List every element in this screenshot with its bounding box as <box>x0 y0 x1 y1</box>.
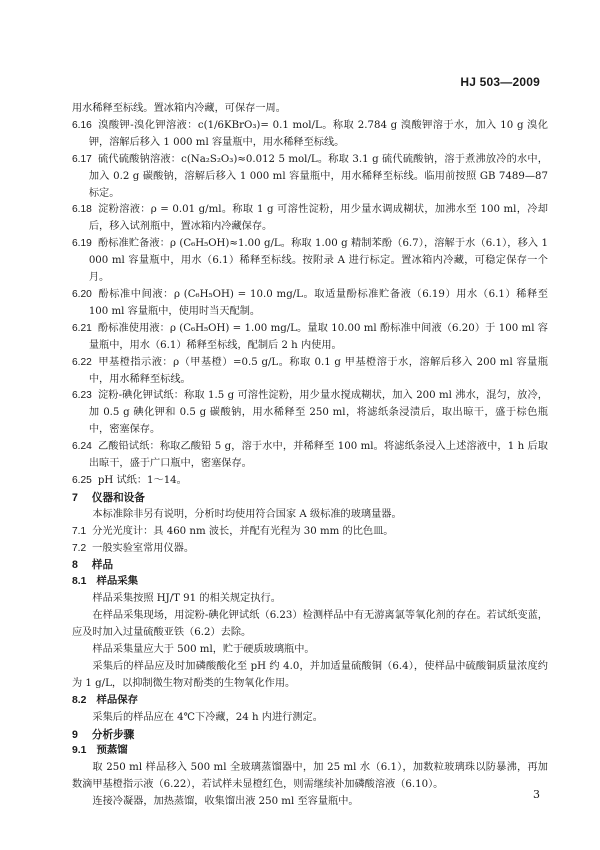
section-title: 仪器和设备 <box>91 491 145 504</box>
clause-number: 7.1 <box>72 525 87 537</box>
paragraph: 连接冷凝器，加热蒸馏，收集馏出液 250 ml 至容量瓶中。 <box>92 796 359 808</box>
clause-number: 6.22 <box>72 356 92 368</box>
clause-number: 6.19 <box>72 238 92 250</box>
clause-text: 硫代硫酸钠溶液：c(Na₂S₂O₃)≈0.012 5 mol/L。称取 3.1 g 硫代硫酸钠，溶于煮沸放冷的水中，加入 0.2 g 碳酸钠，溶解后移入 1 000 ml 容量瓶中，用水稀释至标线。临用前按照 GB 7489—87 标定。 <box>88 153 548 199</box>
clause-number: 6.17 <box>72 153 92 165</box>
subsection-title: 样品采集 <box>96 576 139 588</box>
clause-6-22 <box>72 355 548 389</box>
standard-code: HJ 503—2009 <box>460 75 540 89</box>
paragraph: 样品采集按照 HJ/T 91 的相关规定执行。 <box>92 593 281 605</box>
clause-text: 甲基橙指示液：ρ（甲基橙）=0.5 g/L。称取 0.1 g 甲基橙溶于水，溶解后移入 200 ml 容量瓶中，用水稀释至标线。 <box>88 356 548 385</box>
clause-6-23 <box>72 388 548 439</box>
section-number: 9 <box>72 728 78 741</box>
paragraph: 在样品采集现场，用淀粉-碘化钾试纸（6.23）检测样品中有无游离氯等氧化剂的存在。若试纸变蓝，应及时加入过量硫酸亚铁（6.2）去除。 <box>72 610 548 639</box>
clause-number: 6.16 <box>72 119 92 131</box>
clause-text: 一般实验室常用仪器。 <box>92 542 195 554</box>
subsection-number: 9.1 <box>72 745 87 757</box>
subsection-heading-9-1 <box>72 743 548 760</box>
clause-7-2 <box>72 541 548 558</box>
paragraph: 本标准除非另有说明，分析时均使用符合国家 A 级标准的玻璃量器。 <box>92 508 402 520</box>
clause-6-19 <box>72 236 548 287</box>
clause-text: 酚标准中间液：ρ (C₆H₅OH) = 10.0 mg/L。取适量酚标准贮备液（6.19）用水（6.1）稀释至 100 ml 容量瓶中，使用时当天配制。 <box>88 288 548 317</box>
clause-text: 酚标准贮备液：ρ (C₆H₅OH)≈1.00 g/L。称取 1.00 g 精制苯酚（6.7），溶解于水（6.1），移入 1 000 ml 容量瓶中，用水（6.1）稀释至标线。按附录 A 进行标定。置冰箱内冷藏，可稳定保存一个月。 <box>88 238 548 284</box>
clause-6-24 <box>72 439 548 473</box>
clause-text: pH 试纸：1～14。 <box>97 474 187 486</box>
section-title: 分析步骤 <box>91 728 135 741</box>
section-heading-8 <box>72 557 548 574</box>
section-number: 8 <box>72 559 78 572</box>
clause-number: 6.21 <box>72 322 92 334</box>
clause-6-17 <box>72 152 548 203</box>
clause-text: 淀粉溶液：ρ = 0.01 g/ml。称取 1 g 可溶性淀粉，用少量水调成糊状，加沸水至 100 ml，冷却后，移入试剂瓶中，置冰箱内冷藏保存。 <box>88 204 548 233</box>
clause-text: 乙酸铅试纸：称取乙酸铅 5 g，溶于水中，并稀释至 100 ml。将滤纸条浸入上述溶液中，1 h 后取出晾干，盛于广口瓶中，密塞保存。 <box>88 441 548 470</box>
subsection-title: 样品保存 <box>96 694 139 706</box>
clause-6-16 <box>72 118 548 152</box>
clause-text: 溴酸钾-溴化钾溶液：c(1/6KBrO₃)= 0.1 mol/L。称取 2.784 g 溴酸钾溶于水，加入 10 g 溴化钾，溶解后移入 1 000 ml 容量瓶中，用水稀释至标线。 <box>88 119 548 148</box>
subsection-title: 预蒸馏 <box>96 745 128 757</box>
paragraph: 样品采集量应大于 500 ml，贮于硬质玻璃瓶中。 <box>92 644 315 655</box>
section-heading-9 <box>72 727 548 744</box>
subsection-number: 8.1 <box>72 576 87 588</box>
paragraph: 采集后的样品应在 4℃下冷藏，24 h 内进行测定。 <box>92 711 323 723</box>
clause-text: 分光光度计：具 460 nm 波长，并配有光程为 30 mm 的比色皿。 <box>92 525 394 537</box>
clause-number: 6.18 <box>72 204 92 216</box>
clause-text: 酚标准使用液：ρ (C₆H₅OH) = 1.00 mg/L。量取 10.00 ml 酚标准中间液（6.20）于 100 ml 容量瓶中，用水（6.1）稀释至标线，配制后 2 h 内使用。 <box>88 322 548 351</box>
clause-number: 6.24 <box>72 441 92 453</box>
clause-number: 7.2 <box>72 542 87 554</box>
subsection-heading-8-2 <box>72 693 548 710</box>
paragraph: 取 250 ml 样品移入 500 ml 全玻璃蒸馏器中，加 25 ml 水（6.1），加数粒玻璃珠以防暴沸，再加数滴甲基橙指示液（6.22），若试样未显橙红色，则需继续补加磷酸溶液（6.10）。 <box>72 762 548 791</box>
page-body <box>72 101 548 811</box>
section-heading-7 <box>72 490 548 507</box>
paragraph-continuation: 用水稀释至标线。置冰箱内冷藏，可保存一周。 <box>72 103 286 114</box>
section-title: 样品 <box>91 559 114 572</box>
section-number: 7 <box>72 491 78 504</box>
clause-7-1 <box>72 524 548 541</box>
clause-number: 6.25 <box>72 474 92 486</box>
clause-6-21 <box>72 321 548 355</box>
clause-6-25 <box>72 473 548 490</box>
subsection-number: 8.2 <box>72 694 87 706</box>
clause-number: 6.23 <box>72 390 92 402</box>
clause-6-18 <box>72 202 548 236</box>
clause-text: 淀粉-碘化钾试纸：称取 1.5 g 可溶性淀粉，用少量水搅成糊状，加入 200 ml 沸水，混匀，放冷，加 0.5 g 碘化钾和 0.5 g 碳酸钠，用水稀释至 250 ml，将滤纸条浸渍后，取出晾干，盛于棕色瓶中，密塞保存。 <box>88 390 548 436</box>
page-number: 3 <box>533 788 540 801</box>
clause-6-20 <box>72 287 548 321</box>
paragraph: 采集后的样品应及时加磷酸酸化至 pH 约 4.0，并加适量硫酸铜（6.4），使样品中硫酸铜质量浓度约为 1 g/L，以抑制微生物对酚类的生物氧化作用。 <box>72 660 548 689</box>
subsection-heading-8-1 <box>72 574 548 591</box>
clause-number: 6.20 <box>72 288 92 300</box>
